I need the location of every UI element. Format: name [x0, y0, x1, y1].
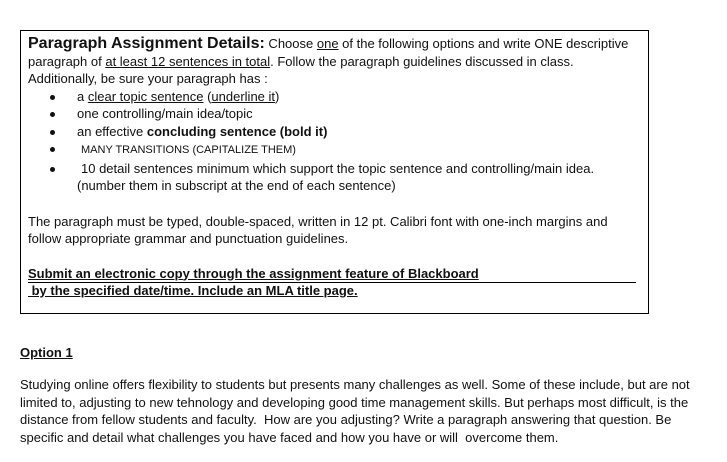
option-1-line-2: limited to, adjusting to new tehnology and developing good time management skills. But perhaps most difficult, is the: [20, 394, 689, 410]
b5-text-2: (number them in subscript at the end of each sentence): [77, 178, 396, 193]
list-item: [28, 123, 641, 141]
formatting-paragraph: [28, 213, 641, 248]
details-line-2: [28, 53, 641, 71]
b3-prefix: an effective: [77, 123, 147, 139]
line2-start: paragraph of: [28, 53, 106, 69]
bullet-icon: [50, 147, 55, 152]
b1-paren: (: [203, 88, 212, 104]
list-item: [28, 105, 641, 123]
line2-underlined: at least 12 sentences in total: [105, 53, 271, 69]
option-1-line-4: specific and detail what challenges you have faced and how you have or will overcome them.: [20, 429, 559, 445]
requirements-list: [28, 88, 641, 195]
list-item-continuation: [28, 177, 641, 195]
bullet-icon: [50, 167, 55, 172]
submit-underline-rule: [28, 282, 636, 283]
details-title: Paragraph Assignment Details:: [28, 35, 265, 52]
b1-close: ): [275, 88, 280, 104]
submit-line-1: Submit an electronic copy through the assignment feature of Blackboard: [28, 265, 479, 281]
b1-prefix: a: [77, 88, 88, 104]
list-item: [28, 140, 641, 160]
details-line-1: [28, 35, 641, 53]
option-1-body: [20, 376, 724, 446]
option-1-heading: Option 1: [20, 345, 73, 360]
intro-rest: of the following options and write ONE descriptive: [338, 36, 629, 51]
b3-bold: concluding sentence (bold it): [146, 123, 328, 139]
bullet-icon: [50, 95, 55, 100]
b5-text: 10 detail sentences minimum which support the topic sentence and controlling/main idea.: [81, 160, 595, 176]
intro-text: Choose: [264, 36, 317, 51]
bullet-icon: [50, 112, 55, 117]
line2-end: . Follow the paragraph guidelines discussed in class.: [270, 53, 574, 69]
list-item: [28, 160, 641, 178]
b2-text: one controlling/main idea/topic: [77, 106, 253, 121]
b1-underline: underline it: [211, 88, 276, 104]
para2-line-2: follow appropriate grammar and punctuation guidelines.: [28, 231, 349, 246]
submit-line-2: by the specified date/time. Include an MLA title page.: [28, 283, 358, 298]
assignment-details-box: [20, 30, 649, 314]
b4-text: MANY TRANSITIONS (CAPITALIZE THEM): [81, 144, 296, 156]
intro-one: one: [316, 36, 339, 51]
list-item: [28, 88, 641, 106]
details-line-3: Additionally, be sure your paragraph has :: [28, 71, 268, 86]
option-1-line-3: distance from fellow students and faculty. How are you adjusting? Write a paragraph answering that question. Be: [20, 412, 672, 427]
bullet-icon: [50, 130, 55, 135]
para2-line-1: The paragraph must be typed, double-spaced, written in 12 pt. Calibri font with one-inch margins and: [28, 213, 608, 229]
b1-topic: clear topic sentence: [87, 88, 204, 104]
option-1-line-1: Studying online offers flexibility to students but presents many challenges as well. Some of these include, but are not: [20, 377, 690, 392]
